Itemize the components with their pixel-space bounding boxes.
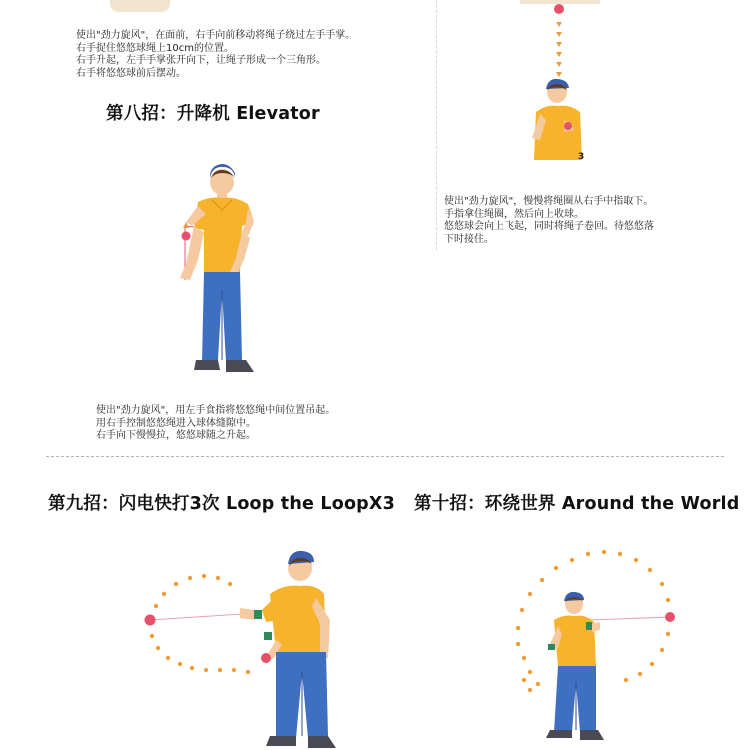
trick10-illustration [500,540,700,750]
panel-edge-line [436,0,437,250]
trick8-illustration [150,160,290,385]
top-right-caption [444,196,654,246]
top-left-instructions [76,30,355,80]
yoyo-ball [182,232,191,241]
instruction-line: 右手捉住悠悠球绳上10cm的位置。 [76,42,234,54]
section-divider [46,456,724,457]
yoyo-ball [145,615,156,626]
trick10-title: 第十招：环绕世界 Around the World [414,494,740,514]
top-right-illustration [520,0,600,170]
caption-line: 使出"劲力旋风"，慢慢将绳圈从右手中指取下。 [444,196,654,207]
yoyo-ball [665,612,675,622]
caption-line: 使出"劲力旋风"，用左手食指将悠悠绳中间位置吊起。 [96,405,336,416]
caption-line: 手指拿住绳圈，然后向上收球。 [444,208,584,220]
trick8-caption [96,405,335,443]
trick8-title: 第八招：升降机 Elevator [106,104,320,124]
step-number: 3 [578,152,585,162]
instruction-line: 右手将悠悠球前后摆动。 [76,67,186,79]
trick9-title: 第九招：闪电快打3次 Loop the LoopX3 [48,494,395,514]
caption-line: 下时接住。 [444,233,494,245]
instruction-line: 右手升起，左手手掌张开向下，让绳子形成一个三角形。 [76,55,326,66]
box-fragment [110,0,170,12]
loop-path [150,574,250,674]
caption-line: 右手向下慢慢拉，悠悠球随之升起。 [96,430,256,441]
instruction-line: 使出"劲力旋风"，在面前，右手向前移动将绳子绕过左手手掌。 [76,30,356,41]
caption-line: 悠悠球会向上飞起，同时将绳子卷回。待悠悠落 [444,221,654,232]
caption-line: 用右手控制悠悠绳进入球体缝隙中。 [96,417,256,429]
trick9-illustration [130,540,350,750]
yoyo-ball [554,4,564,14]
